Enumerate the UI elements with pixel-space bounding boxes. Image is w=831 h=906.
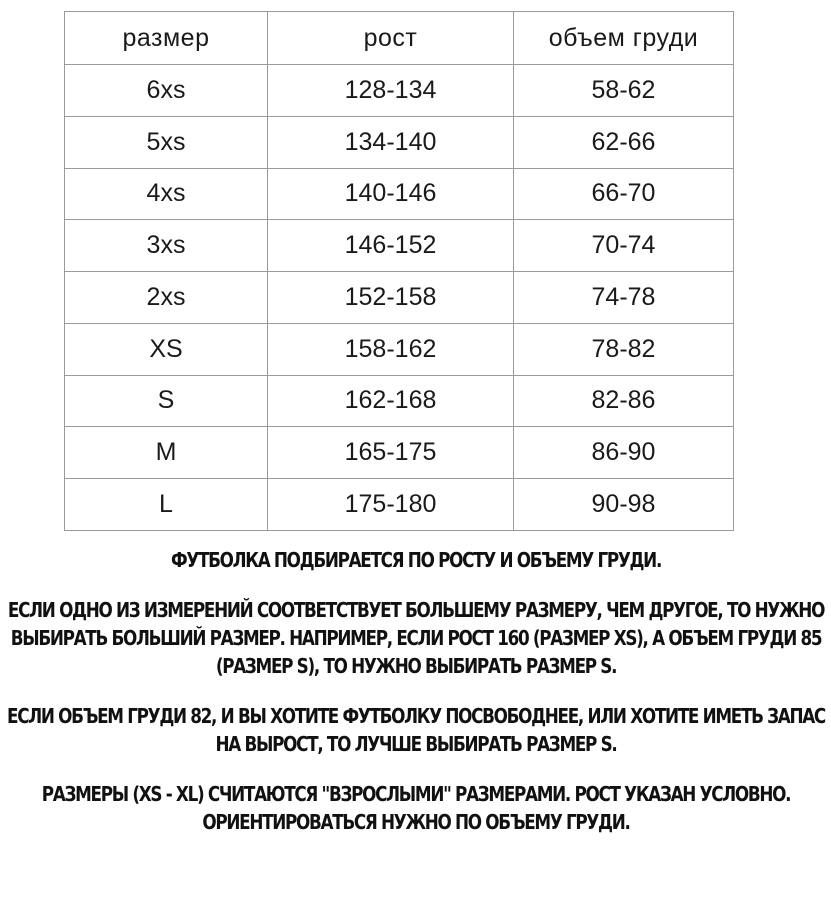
cell-chest: 86-90 bbox=[514, 427, 734, 479]
cell-size: M bbox=[65, 427, 268, 479]
cell-height: 134-140 bbox=[268, 116, 514, 168]
cell-chest: 62-66 bbox=[514, 116, 734, 168]
cell-chest: 78-82 bbox=[514, 323, 734, 375]
cell-chest: 74-78 bbox=[514, 272, 734, 324]
cell-chest: 70-74 bbox=[514, 220, 734, 272]
cell-height: 158-162 bbox=[268, 323, 514, 375]
size-chart-table bbox=[64, 11, 734, 531]
cell-chest: 90-98 bbox=[514, 479, 734, 531]
cell-size: 6xs bbox=[65, 65, 268, 117]
cell-size: 3xs bbox=[65, 220, 268, 272]
cell-height: 162-168 bbox=[268, 375, 514, 427]
table-row bbox=[65, 272, 734, 324]
size-notes bbox=[0, 546, 831, 836]
cell-size: L bbox=[65, 479, 268, 531]
table-header-row bbox=[65, 12, 734, 65]
cell-size: 5xs bbox=[65, 116, 268, 168]
cell-height: 140-146 bbox=[268, 168, 514, 220]
header-chest: объем груди bbox=[514, 12, 734, 65]
cell-chest: 58-62 bbox=[514, 65, 734, 117]
table-row bbox=[65, 116, 734, 168]
note-chest-82-advice: ЕСЛИ ОБЪЕМ ГРУДИ 82, И ВЫ ХОТИТЕ ФУТБОЛКУ ПОСВОБОДНЕЕ, ИЛИ ХОТИТЕ ИМЕТЬ ЗАПАС НА ВЫРОСТ, ТО ЛУЧШЕ ВЫБИРАТЬ РАЗМЕР S. bbox=[7, 704, 825, 756]
table-row bbox=[65, 427, 734, 479]
cell-chest: 66-70 bbox=[514, 168, 734, 220]
cell-size: 4xs bbox=[65, 168, 268, 220]
cell-height: 128-134 bbox=[268, 65, 514, 117]
table-row bbox=[65, 220, 734, 272]
note-adult-sizes: РАЗМЕРЫ (XS - XL) СЧИТАЮТСЯ "ВЗРОСЛЫМИ" РАЗМЕРАМИ. РОСТ УКАЗАН УСЛОВНО. ОРИЕНТИРОВАТЬСЯ НУЖНО ПО ОБЪЕМУ ГРУДИ. bbox=[41, 782, 791, 834]
table-row bbox=[65, 323, 734, 375]
table-row bbox=[65, 479, 734, 531]
note-bigger-size-rule: ЕСЛИ ОДНО ИЗ ИЗМЕРЕНИЙ СООТВЕТСТВУЕТ БОЛЬШЕМУ РАЗМЕРУ, ЧЕМ ДРУГОЕ, ТО НУЖНО ВЫБИРАТЬ БОЛЬШИЙ РАЗМЕР. НАПРИМЕР, ЕСЛИ РОСТ 160 (РАЗМЕР XS), А ОБЪЕМ ГРУДИ 85 (РАЗМЕР S), ТО НУЖНО ВЫБИРАТЬ РАЗМЕР S. bbox=[7, 598, 825, 678]
cell-height: 175-180 bbox=[268, 479, 514, 531]
cell-height: 152-158 bbox=[268, 272, 514, 324]
cell-height: 146-152 bbox=[268, 220, 514, 272]
cell-height: 165-175 bbox=[268, 427, 514, 479]
header-size: размер bbox=[65, 12, 268, 65]
cell-size: S bbox=[65, 375, 268, 427]
note-fit-rule: ФУТБОЛКА ПОДБИРАЕТСЯ ПО РОСТУ И ОБЪЕМУ ГРУДИ. bbox=[170, 548, 662, 572]
cell-size: XS bbox=[65, 323, 268, 375]
header-height: рост bbox=[268, 12, 514, 65]
cell-size: 2xs bbox=[65, 272, 268, 324]
table-row bbox=[65, 375, 734, 427]
table-row bbox=[65, 168, 734, 220]
table-row bbox=[65, 65, 734, 117]
cell-chest: 82-86 bbox=[514, 375, 734, 427]
